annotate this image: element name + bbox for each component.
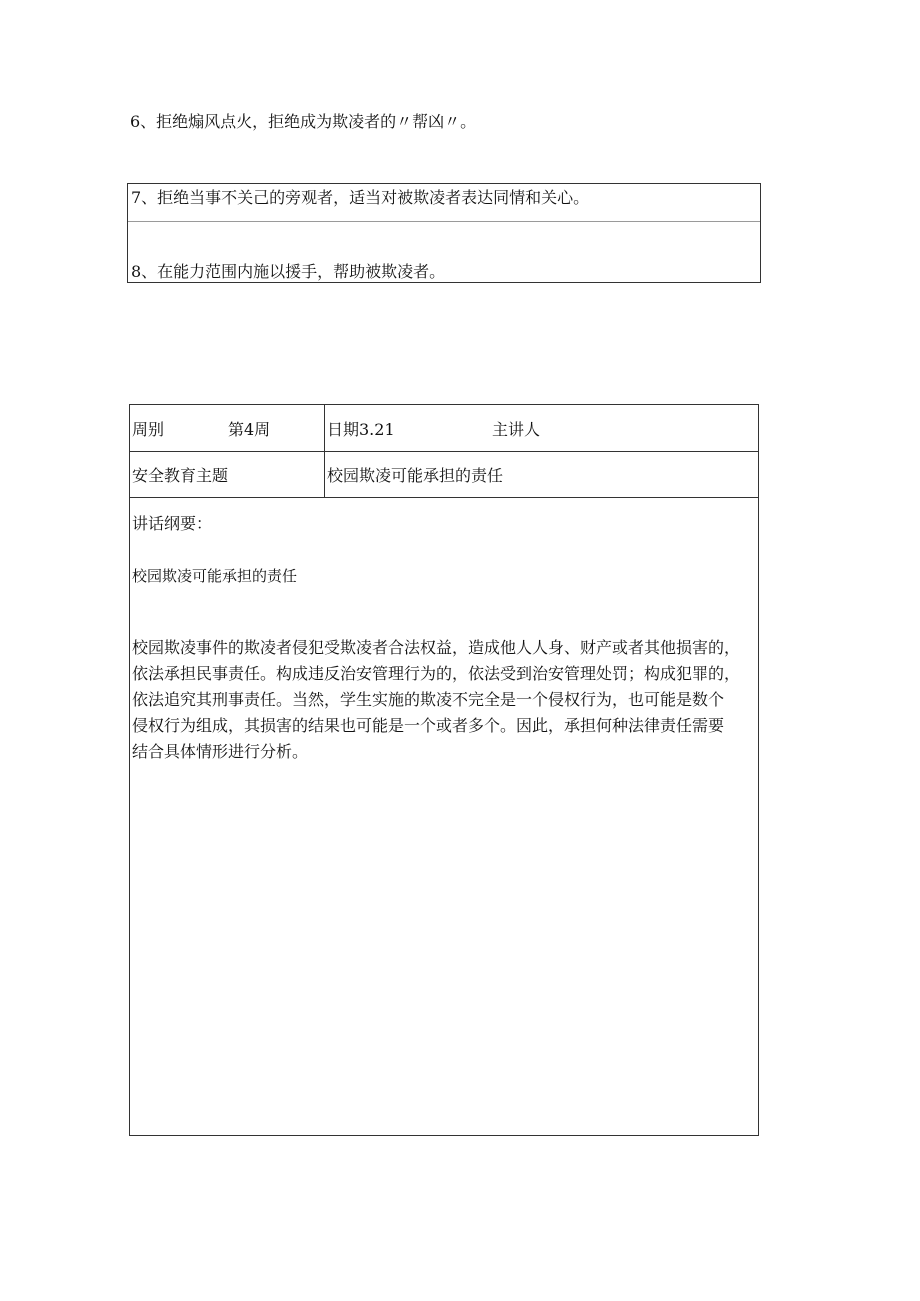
outline-subheading: 校园欺凌可能承担的责任 — [132, 567, 298, 585]
theme-label: 安全教育主题 — [132, 466, 229, 485]
table-column-divider — [324, 405, 325, 497]
paragraph-line: 校园欺凌事件的欺凌者侵犯受欺凌者合法权益，造成他人人身、财产或者其他损害的， — [132, 638, 741, 657]
week-label: 周别 — [132, 420, 165, 439]
advice-box — [127, 183, 761, 283]
paragraph-line: 结合具体情形进行分析。 — [132, 742, 309, 761]
outline-label: 讲话纲要： — [132, 514, 213, 533]
list-item-8: 8、在能力范围内施以援手，帮助被欺凌者。 — [131, 262, 446, 281]
week-value: 第4周 — [228, 420, 271, 439]
lesson-table — [129, 404, 759, 1136]
date-label: 日期3.21 — [327, 420, 395, 439]
outline-paragraph — [132, 635, 756, 765]
theme-value: 校园欺凌可能承担的责任 — [327, 466, 504, 485]
box-divider — [128, 221, 760, 222]
table-row-divider-2 — [130, 497, 758, 498]
list-item-7: 7、拒绝当事不关己的旁观者，适当对被欺凌者表达同情和关心。 — [131, 188, 590, 207]
paragraph-line: 依法承担民事责任。构成违反治安管理行为的，依法受到治安管理处罚；构成犯罪的， — [132, 664, 741, 683]
paragraph-line: 依法追究其刑事责任。当然，学生实施的欺凌不完全是一个侵权行为，也可能是数个 — [132, 690, 725, 709]
table-row-divider-1 — [130, 451, 758, 452]
speaker-label: 主讲人 — [492, 420, 541, 439]
paragraph-line: 侵权行为组成，其损害的结果也可能是一个或者多个。因此，承担何种法律责任需要 — [132, 716, 725, 735]
list-item-6: 6、拒绝煽风点火，拒绝成为欺凌者的〃帮凶〃。 — [130, 112, 477, 131]
